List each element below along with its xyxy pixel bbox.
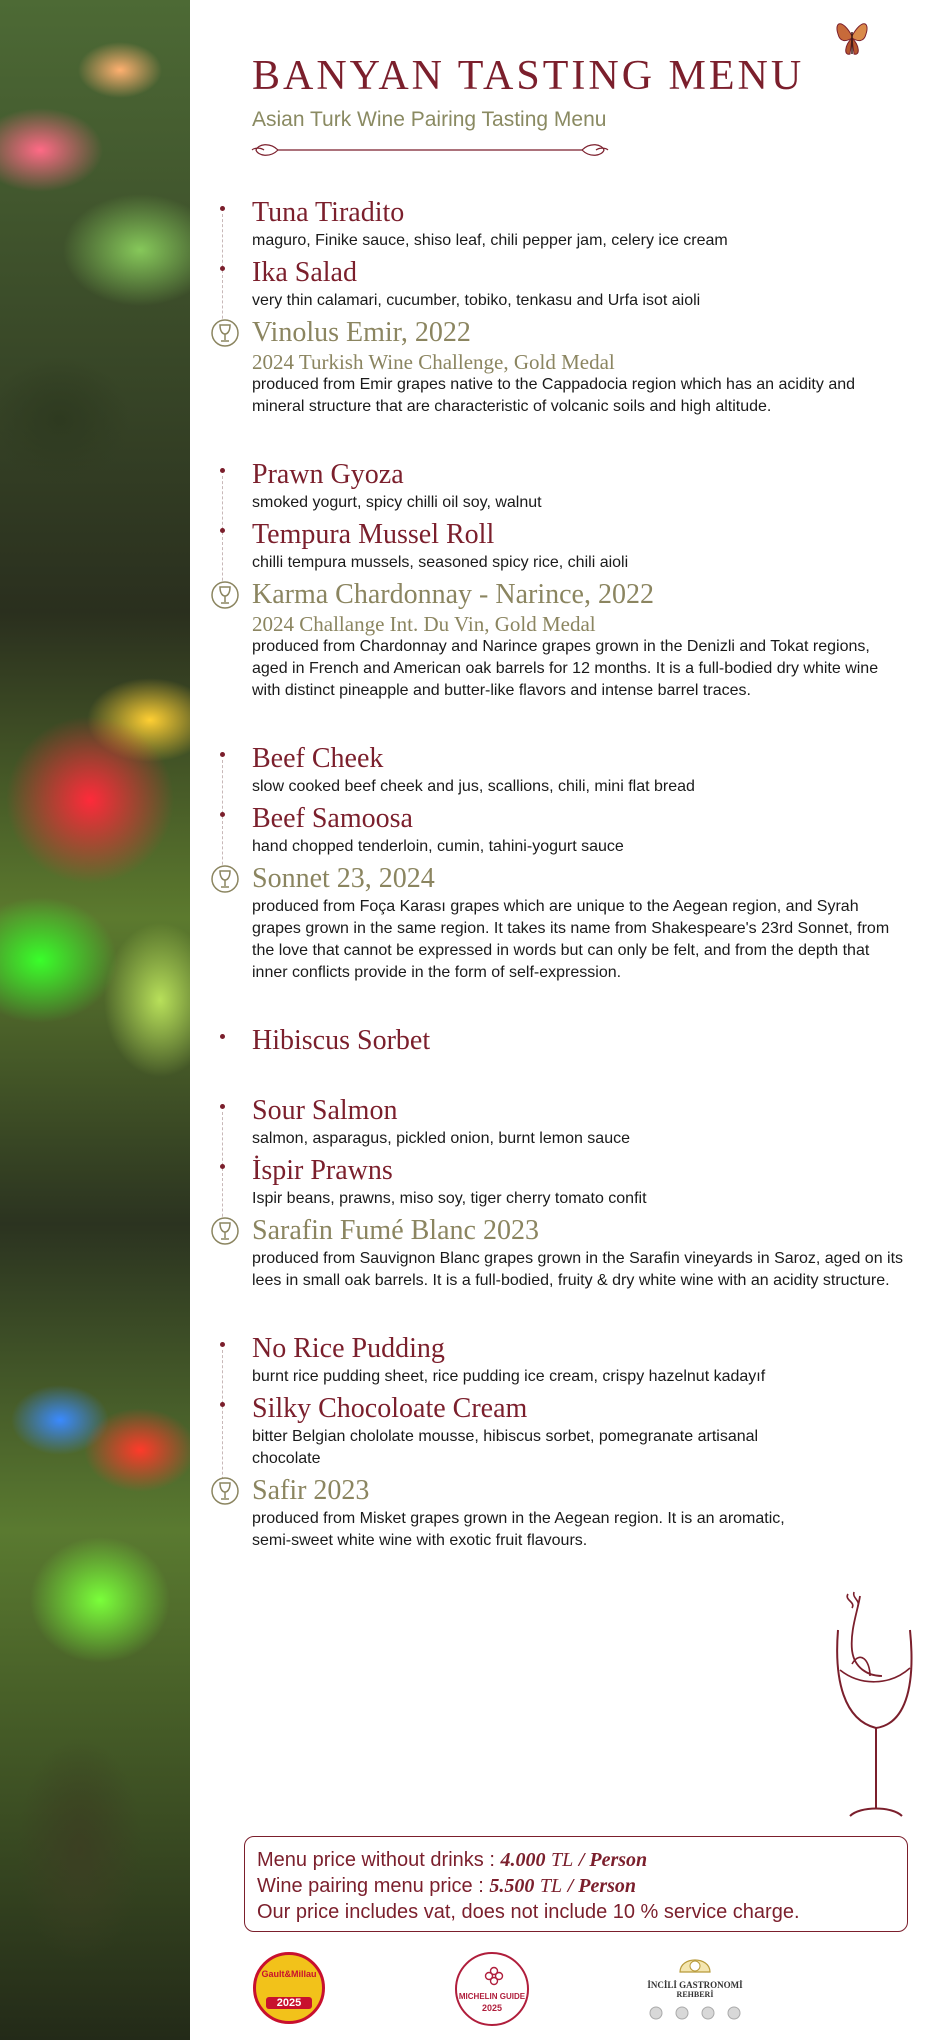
michelin-flower-icon: [484, 1966, 504, 1986]
wine-description: produced from Sauvignon Blanc grapes grown in the Sarafin vineyards in Saroz, aged on its lees in small oak barrels. It is a full-bodied, fruity & dry white wine with an acidity structure.: [252, 1250, 904, 1289]
dish-description: Ispir beans, prawns, miso soy, tiger cherry tomato confit: [252, 1190, 647, 1207]
dish-item: [190, 196, 945, 252]
bullet-dot: [220, 266, 225, 271]
dish-description: maguro, Finike sauce, shiso leaf, chili pepper jam, celery ice cream: [252, 232, 728, 249]
dish-name: Tuna Tiradito: [252, 197, 405, 228]
dish-name: Beef Cheek: [252, 743, 384, 774]
incili-line2: REHBERİ: [676, 1990, 714, 1999]
awards-row: [190, 1950, 945, 2030]
dish-description: very thin calamari, cucumber, tobiko, tenkasu and Urfa isot aioli: [252, 292, 701, 309]
price-unit: / Person: [567, 1875, 637, 1897]
wine-description: produced from Chardonnay and Narince grapes grown in the Denizli and Tokat regions, aged in French and American oak barrels for 12 months. It is a full-bodied dry white wine with distinct pineapple and butter-like flavors and intense barrel traces.: [252, 638, 879, 699]
gault-millau-year: 2025: [266, 1997, 312, 2009]
wine-glass-icon: [210, 318, 240, 348]
wine-name: Sonnet 23, 2024: [252, 863, 435, 894]
price-amount: 5.500: [489, 1875, 535, 1897]
menu-list: [190, 196, 945, 1552]
course-group: [190, 1094, 945, 1292]
dish-name: Ika Salad: [252, 257, 357, 288]
bullet-dot: [220, 1402, 225, 1407]
bullet-dot: [220, 528, 225, 533]
course-group: [190, 196, 945, 418]
price-currency: TL: [539, 1875, 563, 1897]
dish-item: [190, 1392, 945, 1470]
price-amount: 4.000: [500, 1849, 546, 1871]
dish-item: [190, 518, 945, 574]
wine-description: produced from Foça Karası grapes which are unique to the Aegean region, and Syrah grapes grown in the same region. It takes its name from Shakespeare's 23rd Sonnet, from the love that cannot be expressed in words but can only be felt, and from the depth that inner conflicts provide in the form of self-expression.: [252, 898, 890, 981]
wine-item: [190, 862, 945, 984]
dish-name: Hibiscus Sorbet: [252, 1025, 431, 1056]
price-label: Menu price without drinks :: [257, 1849, 501, 1871]
dish-item: [190, 802, 945, 858]
wine-glass-icon: [210, 1216, 240, 1246]
bullet-dot: [220, 1164, 225, 1169]
course-group: [190, 458, 945, 702]
bullet-dot: [220, 468, 225, 473]
wine-name: Karma Chardonnay - Narince, 2022: [252, 579, 654, 610]
wine-glass-icon: [210, 580, 240, 610]
wine-name: Sarafin Fumé Blanc 2023: [252, 1215, 539, 1246]
dish-description: chilli tempura mussels, seasoned spicy rice, chili aioli: [252, 554, 629, 571]
dish-name: Sour Salmon: [252, 1095, 398, 1126]
dish-name: Prawn Gyoza: [252, 459, 404, 490]
dish-item: [190, 1094, 945, 1150]
bullet-dot: [220, 1342, 225, 1347]
dish-name: No Rice Pudding: [252, 1333, 445, 1364]
wine-item: [190, 316, 945, 418]
wine-item: [190, 578, 945, 702]
oyster-pearl-icon: [678, 1950, 712, 1978]
wine-award: 2024 Turkish Wine Challenge, Gold Medal: [252, 350, 615, 374]
michelin-name: MICHELIN GUIDE: [458, 1992, 526, 2001]
wine-item: [190, 1214, 945, 1292]
course-group: [190, 1332, 945, 1552]
wine-glass-pour-illustration: [830, 1590, 920, 1830]
menu-title: BANYAN TASTING MENU: [252, 53, 805, 99]
dish-name: Tempura Mussel Roll: [252, 519, 495, 550]
dish-description: burnt rice pudding sheet, rice pudding ice cream, crispy hazelnut kadayıf: [252, 1368, 766, 1385]
incili-line1: İNCİLİ GASTRONOMİ: [647, 1980, 743, 1990]
bullet-dot: [220, 1034, 225, 1039]
price-box: [244, 1836, 908, 1932]
dish-item: [190, 1154, 945, 1210]
bullet-dot: [220, 752, 225, 757]
dish-description: smoked yogurt, spicy chilli oil soy, walnut: [252, 494, 542, 511]
price-unit: / Person: [578, 1849, 648, 1871]
gault-millau-name: Gault&Millau: [261, 1969, 317, 1979]
butterfly-icon: [832, 12, 872, 62]
dish-item: [190, 458, 945, 514]
price-label: Wine pairing menu price :: [257, 1875, 490, 1897]
dish-name: İspir Prawns: [252, 1155, 393, 1186]
price-currency: TL: [551, 1849, 574, 1871]
price-note: Our price includes vat, does not include 10 % service charge.: [257, 1901, 800, 1923]
incili-gastronomi-badge: [640, 1950, 750, 2021]
bullet-dot: [220, 1104, 225, 1109]
dish-item: [190, 256, 945, 312]
wine-item: [190, 1474, 945, 1552]
menu-subtitle: Asian Turk Wine Pairing Tasting Menu: [252, 108, 607, 131]
dish-name: Beef Samoosa: [252, 803, 413, 834]
bullet-dot: [220, 812, 225, 817]
course-group: [190, 1024, 945, 1058]
wine-description: produced from Emir grapes native to the Cappadocia region which has an acidity and mineral structure that are characteristic of volcanic soils and high altitude.: [252, 376, 856, 415]
bullet-dot: [220, 206, 225, 211]
dish-description: hand chopped tenderloin, cumin, tahini-yogurt sauce: [252, 838, 624, 855]
wine-glass-icon: [210, 1476, 240, 1506]
wine-description: produced from Misket grapes grown in the Aegean region. It is an aromatic, semi-sweet white wine with exotic fruit flavours.: [252, 1510, 785, 1549]
decorative-artwork-strip: [0, 0, 190, 2040]
dish-item: [190, 1332, 945, 1388]
price-line-menu: [257, 1847, 907, 1873]
gault-millau-badge: [253, 1952, 325, 2024]
price-line-wine: [257, 1873, 907, 1899]
pearl-rating-icons: [640, 2005, 750, 2021]
dish-item: [190, 1024, 945, 1058]
michelin-badge: [455, 1952, 529, 2026]
wine-name: Vinolus Emir, 2022: [252, 317, 471, 348]
dish-item: [190, 742, 945, 798]
dish-description: slow cooked beef cheek and jus, scallions, chili, mini flat bread: [252, 778, 695, 795]
dish-name: Silky Chocoloate Cream: [252, 1393, 528, 1424]
dish-description: bitter Belgian chololate mousse, hibiscus sorbet, pomegranate artisanal chocolate: [252, 1428, 759, 1467]
menu-panel: [190, 0, 945, 2040]
divider-ornament: [250, 142, 610, 158]
wine-glass-icon: [210, 864, 240, 894]
wine-name: Safir 2023: [252, 1475, 370, 1506]
dish-description: salmon, asparagus, pickled onion, burnt lemon sauce: [252, 1130, 630, 1147]
michelin-year: 2025: [481, 2003, 503, 2013]
wine-award: 2024 Challange Int. Du Vin, Gold Medal: [252, 612, 596, 636]
course-group: [190, 742, 945, 984]
